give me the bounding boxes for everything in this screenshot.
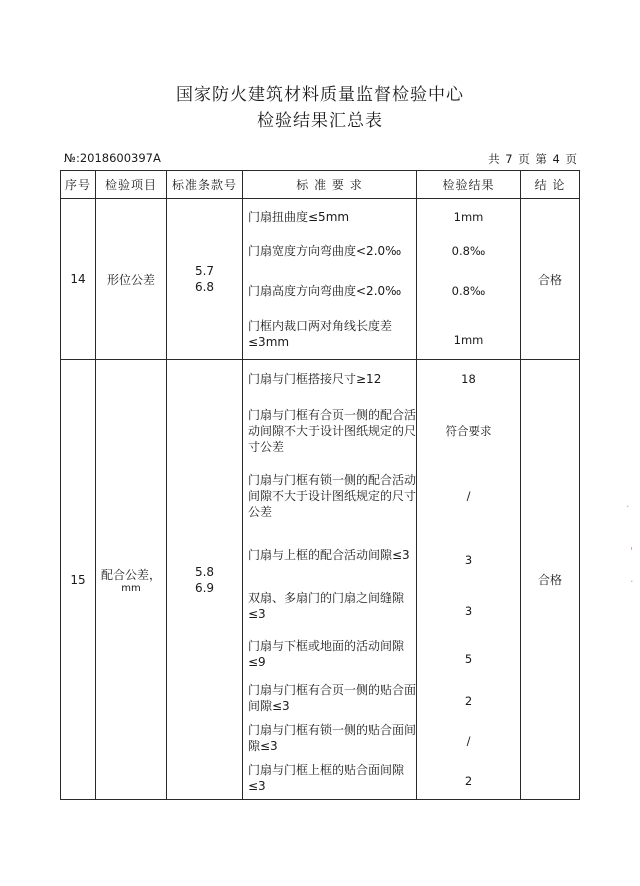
- scan-mark: ·: [626, 500, 630, 513]
- result-value: 3: [464, 604, 473, 618]
- test-item: [96, 360, 167, 800]
- org-title: 国家防火建筑材料质量监督检验中心: [176, 85, 464, 105]
- column-header: 标准条款号: [167, 171, 243, 199]
- result-value: 2: [464, 774, 473, 788]
- result-value: 2: [464, 694, 473, 708]
- requirements-cell: [243, 199, 417, 360]
- row-number: 14: [61, 199, 96, 360]
- requirement-text: 门扇与门框有锁一侧的配合活动间隙不大于设计图纸规定的尺寸公差: [248, 473, 417, 519]
- test-item: [96, 199, 167, 360]
- doc-title: 检验结果汇总表: [257, 111, 383, 131]
- requirement-text: 门扇与门框有锁一侧的贴合面间隙≤3: [248, 723, 417, 753]
- result-value: 0.8‰: [451, 284, 486, 298]
- result-value: 符合要求: [445, 424, 492, 438]
- clause-number: 5.8: [194, 564, 215, 579]
- page-info: 共 7 页 第 4 页: [488, 152, 578, 166]
- results-cell: [417, 360, 521, 800]
- requirement-text: 门扇与门框上框的贴合面间隙≤3: [248, 763, 405, 793]
- result-value: 1mm: [453, 210, 484, 224]
- requirement-text: 门扇与门框有合页一侧的贴合面间隙≤3: [248, 683, 417, 713]
- result-value: 3: [464, 553, 473, 567]
- clause-number: 6.8: [194, 280, 215, 294]
- result-value: 0.8‰: [451, 244, 486, 258]
- results-table: [60, 170, 580, 800]
- column-header: 标 准 要 求: [243, 171, 417, 199]
- scan-mark: ·: [630, 575, 634, 588]
- requirement-text: 门扇与上框的配合活动间隙≤3: [248, 548, 410, 562]
- conclusion: 合格: [521, 360, 580, 800]
- standard-clause: [167, 360, 243, 800]
- requirement-text: 门扇与下框或地面的活动间隙≤9: [248, 639, 405, 669]
- requirement-text: 门框内裁口两对角线长度差≤3mm: [248, 319, 393, 349]
- results-cell: [417, 199, 521, 360]
- report-number: №:2018600397A: [64, 151, 161, 165]
- scan-mark: ': [630, 545, 634, 558]
- requirement-text: 门扇高度方向弯曲度<2.0‰: [248, 284, 402, 298]
- table-row: [61, 360, 580, 800]
- result-value: /: [466, 734, 471, 748]
- column-header: 检验项目: [96, 171, 167, 199]
- result-value: 1mm: [453, 333, 484, 347]
- column-header: 序号: [61, 171, 96, 199]
- column-header: 检验结果: [417, 171, 521, 199]
- requirement-text: 门扇与门框搭接尺寸≥12: [248, 372, 382, 386]
- requirements-cell: [243, 360, 417, 800]
- clause-number: 5.7: [194, 264, 215, 278]
- result-value: /: [466, 489, 471, 503]
- result-value: 18: [461, 372, 476, 386]
- requirement-text: 双扇、多扇门的门扇之间缝隙≤3: [248, 591, 405, 621]
- conclusion: 合格: [521, 199, 580, 360]
- requirement-text: 门扇与门框有合页一侧的配合活动间隙不大于设计图纸规定的尺寸公差: [248, 408, 417, 454]
- requirement-text: 门扇宽度方向弯曲度<2.0‰: [248, 244, 402, 258]
- test-item-name: 配合公差，: [100, 567, 161, 582]
- test-item-name: 形位公差: [106, 272, 155, 287]
- column-header: 结 论: [521, 171, 580, 199]
- test-item-unit: mm: [121, 582, 141, 594]
- requirement-text: 门扇扭曲度≤5mm: [248, 210, 350, 224]
- table-row: [61, 199, 580, 360]
- row-number: 15: [61, 360, 96, 800]
- table-header-row: [61, 171, 580, 199]
- result-value: 5: [464, 652, 473, 666]
- clause-number: 6.9: [194, 580, 215, 595]
- standard-clause: [167, 199, 243, 360]
